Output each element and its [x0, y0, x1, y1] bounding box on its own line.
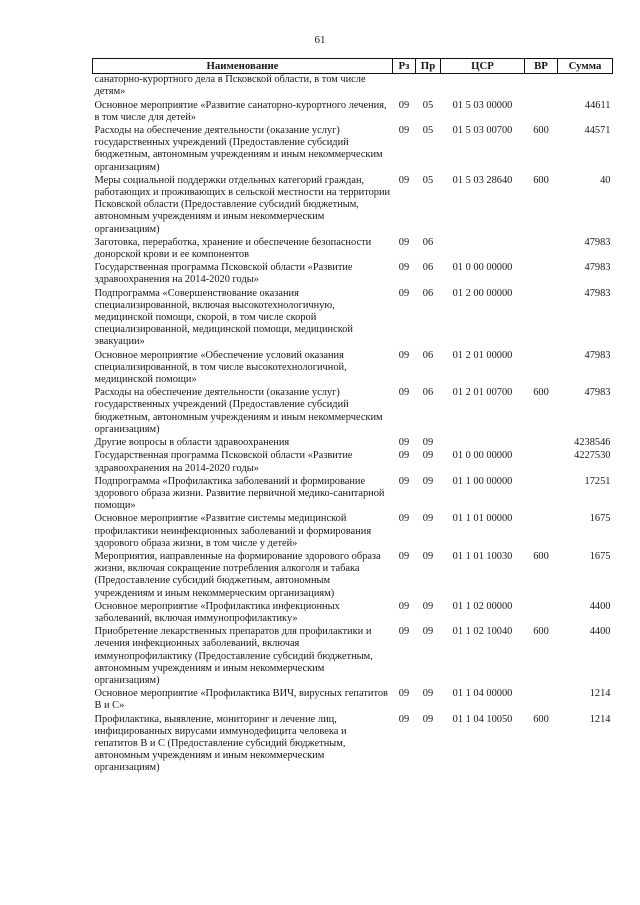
- row-sum: 47983: [584, 349, 611, 361]
- row-name: Государственная программа Псковской области «Развитие здравоохранения на 2014-2020 годы»: [94, 262, 353, 286]
- row-sum: 17251: [584, 475, 611, 487]
- table-header: [93, 59, 613, 74]
- row-pr: 09: [422, 475, 434, 487]
- row-pr: 09: [422, 626, 434, 638]
- row-sum: 44571: [584, 125, 611, 137]
- table-row: [93, 450, 613, 475]
- row-rz: 09: [398, 99, 410, 111]
- row-pr: 06: [422, 236, 434, 248]
- table-body: [93, 74, 613, 776]
- budget-table: [92, 58, 613, 776]
- row-sum: 1675: [589, 513, 611, 525]
- row-sum: 1214: [589, 688, 611, 700]
- row-sum: 47983: [584, 236, 611, 248]
- row-vr: [525, 237, 558, 262]
- table-row: [93, 262, 613, 287]
- row-pr: 09: [422, 600, 434, 612]
- table-row: [93, 237, 613, 262]
- row-csr: 01 5 03 00000: [452, 99, 513, 111]
- header-vr: ВР: [525, 59, 558, 74]
- table-row: [93, 601, 613, 626]
- row-vr: 600: [533, 626, 549, 638]
- row-pr: 06: [422, 287, 434, 299]
- row-name: Основное мероприятие «Профилактика ВИЧ, вирусных гепатитов В и С»: [94, 688, 388, 712]
- table-row: [93, 100, 613, 125]
- row-pr: 09: [422, 437, 434, 449]
- row-csr: 01 5 03 28640: [452, 174, 513, 186]
- table-row: [93, 476, 613, 514]
- row-rz: 09: [398, 236, 410, 248]
- row-vr: [525, 437, 558, 450]
- table-row: [93, 350, 613, 388]
- row-name: Заготовка, переработка, хранение и обеспечение безопасности донорской крови и ее компонентов: [94, 236, 372, 261]
- row-csr: 01 2 01 00000: [452, 349, 513, 361]
- row-vr: [525, 688, 558, 713]
- table-row: [93, 626, 613, 688]
- row-rz: 09: [398, 688, 410, 700]
- header-pr: Пр: [416, 59, 441, 74]
- row-pr: 09: [422, 713, 434, 725]
- row-name: Приобретение лекарственных препаратов для профилактики и лечения инфекционных заболеваний, включая иммунопрофилактику (Предоставление субсидий бюджетным, автономным учреждениям и иным некоммерческим организациям): [94, 626, 373, 686]
- row-pr: 09: [422, 688, 434, 700]
- row-sum: 40: [600, 174, 611, 186]
- row-sum: 1675: [589, 550, 611, 562]
- row-pr: [416, 74, 441, 100]
- row-rz: 09: [398, 387, 410, 399]
- row-rz: 09: [398, 550, 410, 562]
- row-rz: 09: [398, 125, 410, 137]
- row-rz: 09: [398, 713, 410, 725]
- row-name: Другие вопросы в области здравоохранения: [94, 437, 290, 449]
- header-name: Наименование: [93, 59, 393, 74]
- row-name: Мероприятия, направленные на формирование здорового образа жизни, включая сокращение потребления алкоголя и табака (Предоставление субсидий бюджетным, автономным учреждениям и иным некоммерческим организациям): [94, 550, 381, 599]
- row-name: Меры социальной поддержки отдельных категорий граждан, работающих и проживающих в сельской местности на территории Псковской области (Предоставление субсидий бюджетным, автономным учреждениям и иным некоммерческим организациям): [94, 174, 391, 235]
- page-number: 61: [314, 34, 326, 46]
- row-pr: 05: [422, 125, 434, 137]
- row-sum: 4238546: [574, 437, 611, 449]
- row-vr: [525, 513, 558, 551]
- header-sum: Сумма: [558, 59, 613, 74]
- row-csr: [441, 437, 525, 450]
- row-sum: 4227530: [574, 450, 611, 462]
- table-row: [93, 387, 613, 437]
- row-name: санаторно-курортного дела в Псковской области, в том числе детям»: [94, 74, 366, 98]
- row-sum: 44611: [584, 99, 611, 111]
- row-csr: [441, 237, 525, 262]
- row-pr: 06: [422, 387, 434, 399]
- row-csr: 01 1 04 00000: [452, 688, 513, 700]
- table-row: [93, 437, 613, 450]
- row-sum: 47983: [584, 287, 611, 299]
- table-row: [93, 288, 613, 350]
- row-sum: 47983: [584, 262, 611, 274]
- table-row: [93, 125, 613, 175]
- row-csr: [441, 74, 525, 100]
- row-sum: 1214: [589, 713, 611, 725]
- row-pr: 06: [422, 262, 434, 274]
- table-row: [93, 551, 613, 601]
- row-name: Расходы на обеспечение деятельности (оказание услуг) государственных учреждений (Предоставление субсидий бюджетным, автономным учреждениям и иным некоммерческим организациям): [94, 387, 383, 435]
- row-csr: 01 1 04 10050: [452, 713, 513, 725]
- row-vr: [525, 450, 558, 475]
- row-name: Основное мероприятие «Обеспечение условий оказания специализированной, в том числе высокотехнологичной, медицинской помощи»: [94, 349, 347, 386]
- header-csr: ЦСР: [441, 59, 525, 74]
- row-rz: 09: [398, 437, 410, 449]
- row-csr: 01 0 00 00000: [452, 450, 513, 462]
- row-vr: 600: [533, 125, 549, 137]
- row-pr: 09: [422, 513, 434, 525]
- row-sum: 4400: [589, 600, 611, 612]
- row-rz: 09: [398, 262, 410, 274]
- row-rz: 09: [398, 174, 410, 186]
- row-vr: [525, 262, 558, 287]
- row-name: Основное мероприятие «Развитие системы медицинской профилактики неинфекционных заболеваний и формирования здорового образа жизни, в том числе у детей»: [94, 513, 372, 549]
- row-csr: 01 2 00 00000: [452, 287, 513, 299]
- row-pr: 05: [422, 174, 434, 186]
- row-vr: [525, 74, 558, 100]
- row-vr: 600: [533, 174, 549, 186]
- row-csr: 01 1 00 00000: [452, 475, 513, 487]
- row-csr: 01 2 01 00700: [452, 387, 513, 399]
- row-vr: [525, 350, 558, 388]
- row-name: Основное мероприятие «Профилактика инфекционных заболеваний, включая иммунопрофилактику»: [94, 600, 340, 624]
- row-rz: 09: [398, 475, 410, 487]
- table-row: [93, 714, 613, 776]
- row-name: Государственная программа Псковской области «Развитие здравоохранения на 2014-2020 годы»: [94, 450, 353, 474]
- row-rz: [393, 74, 416, 100]
- row-name: Расходы на обеспечение деятельности (оказание услуг) государственных учреждений (Предоставление субсидий бюджетным, автономным учреждениям и иным некоммерческим организациям): [94, 125, 383, 173]
- row-rz: 09: [398, 513, 410, 525]
- row-name: Подпрограмма «Совершенствование оказания специализированной, включая высокотехнологичную, медицинской помощи, скорой, в том числе скорой специализированной, медицинской помощи, медицинской эвакуации»: [94, 287, 353, 348]
- row-rz: 09: [398, 626, 410, 638]
- table-row: [93, 74, 613, 100]
- row-pr: 06: [422, 349, 434, 361]
- row-name: Профилактика, выявление, мониторинг и лечение лиц, инфицированных вирусами иммунодефицита человека и гепатитов В и С (Предоставление субсидий бюджетным, автономным учреждениям и иным некоммерческим организациям): [94, 713, 347, 774]
- row-vr: 600: [533, 713, 549, 725]
- row-rz: 09: [398, 450, 410, 462]
- row-pr: 09: [422, 450, 434, 462]
- row-pr: 09: [422, 550, 434, 562]
- row-csr: 01 5 03 00700: [452, 125, 513, 137]
- row-rz: 09: [398, 600, 410, 612]
- row-rz: 09: [398, 287, 410, 299]
- table-row: [93, 513, 613, 551]
- row-name: Основное мероприятие «Развитие санаторно-курортного лечения, в том числе для детей»: [94, 99, 387, 123]
- row-csr: 01 1 01 10030: [452, 550, 513, 562]
- row-rz: 09: [398, 349, 410, 361]
- row-sum: [558, 74, 613, 100]
- table-row: [93, 175, 613, 237]
- row-csr: 01 0 00 00000: [452, 262, 513, 274]
- row-vr: [525, 288, 558, 350]
- header-rz: Рз: [393, 59, 416, 74]
- row-csr: 01 1 02 00000: [452, 600, 513, 612]
- row-vr: [525, 100, 558, 125]
- row-vr: 600: [533, 387, 549, 399]
- row-csr: 01 1 02 10040: [452, 626, 513, 638]
- row-sum: 47983: [584, 387, 611, 399]
- row-csr: 01 1 01 00000: [452, 513, 513, 525]
- row-vr: [525, 601, 558, 626]
- row-name: Подпрограмма «Профилактика заболеваний и формирование здорового образа жизни. Развитие первичной медико-санитарной помощи»: [94, 475, 385, 512]
- row-pr: 05: [422, 99, 434, 111]
- table-row: [93, 688, 613, 713]
- row-sum: 4400: [589, 626, 611, 638]
- row-vr: 600: [533, 550, 549, 562]
- row-vr: [525, 476, 558, 514]
